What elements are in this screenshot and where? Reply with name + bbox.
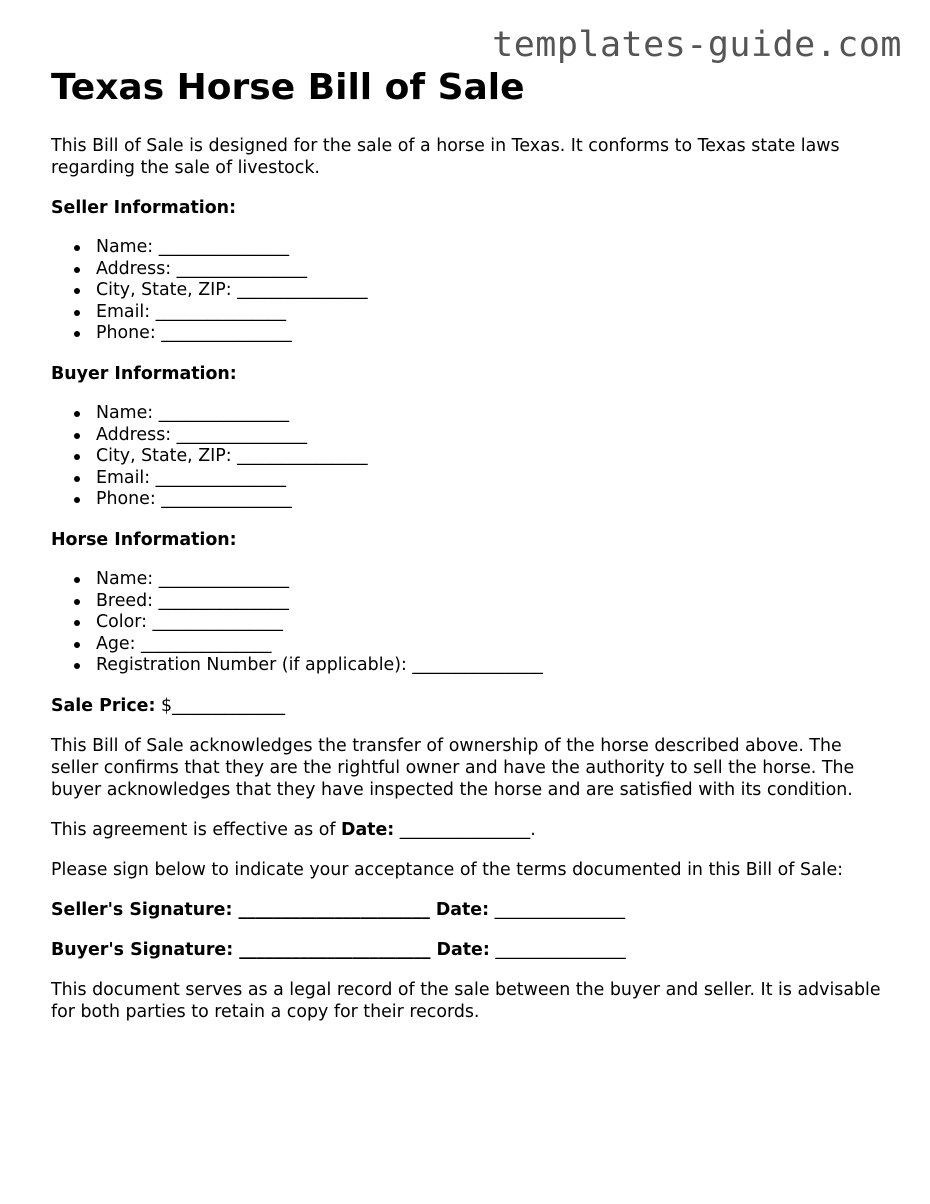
buyer-signature-date-blank: _______________: [489, 939, 626, 960]
sale-price-line: [51, 695, 891, 717]
seller-signature-line: [51, 899, 891, 921]
buyer-info-list: [51, 403, 891, 511]
buyer-address-field: Address: _______________: [96, 425, 891, 447]
horse-registration-field: Registration Number (if applicable): _______________: [96, 655, 891, 677]
seller-signature-label: Seller's Signature: ______________________ Date:: [51, 899, 490, 920]
buyer-email-field: Email: _______________: [96, 468, 891, 490]
sale-price-label: Sale Price:: [51, 695, 156, 716]
watermark: templates-guide.com: [492, 25, 902, 65]
buyer-city-state-zip-field: City, State, ZIP: _______________: [96, 446, 891, 468]
document-body: [51, 66, 891, 1023]
sign-instruction: Please sign below to indicate your acceptance of the terms documented in this Bill of Sale:: [51, 859, 844, 880]
seller-info-list: [51, 237, 891, 345]
seller-city-state-zip-field: City, State, ZIP: _______________: [96, 280, 891, 302]
seller-signature-date-blank: _______________: [489, 899, 626, 920]
page-title: Texas Horse Bill of Sale: [51, 67, 525, 108]
seller-section-heading: Seller Information:: [51, 198, 237, 218]
buyer-signature-label: Buyer's Signature: ______________________ Date:: [51, 939, 490, 960]
seller-address-field: Address: _______________: [96, 259, 891, 281]
horse-color-field: Color: _______________: [96, 612, 891, 634]
seller-phone-field: Phone: _______________: [96, 323, 891, 345]
sale-price-blank: $_____________: [155, 695, 286, 716]
acknowledgment-paragraph: This Bill of Sale acknowledges the transfer of ownership of the horse described above. The seller confirms that they are the rightful owner and have the authority to sell the horse. The buyer acknowledges that they have inspected the horse and are satisfied with its condition.: [51, 735, 855, 800]
buyer-phone-field: Phone: _______________: [96, 489, 891, 511]
horse-name-field: Name: _______________: [96, 569, 891, 591]
seller-email-field: Email: _______________: [96, 302, 891, 324]
effective-date-blank: _______________.: [394, 819, 536, 840]
buyer-signature-line: [51, 939, 891, 961]
effective-prefix: This agreement is effective as of: [51, 819, 342, 840]
horse-section-heading: Horse Information:: [51, 529, 237, 550]
horse-age-field: Age: _______________: [96, 634, 891, 656]
seller-name-field: Name: _______________: [96, 237, 891, 259]
horse-breed-field: Breed: _______________: [96, 591, 891, 613]
effective-date-line: [51, 819, 891, 841]
buyer-section-heading: Buyer Information:: [51, 363, 237, 384]
closing-paragraph: This document serves as a legal record of the sale between the buyer and seller. It is advisable for both parties to retain a copy for their records.: [51, 979, 881, 1022]
horse-info-list: [51, 569, 891, 677]
intro-paragraph: This Bill of Sale is designed for the sale of a horse in Texas. It conforms to Texas state laws regarding the sale of livestock.: [51, 136, 840, 178]
buyer-name-field: Name: _______________: [96, 403, 891, 425]
effective-date-label: Date:: [341, 819, 395, 840]
